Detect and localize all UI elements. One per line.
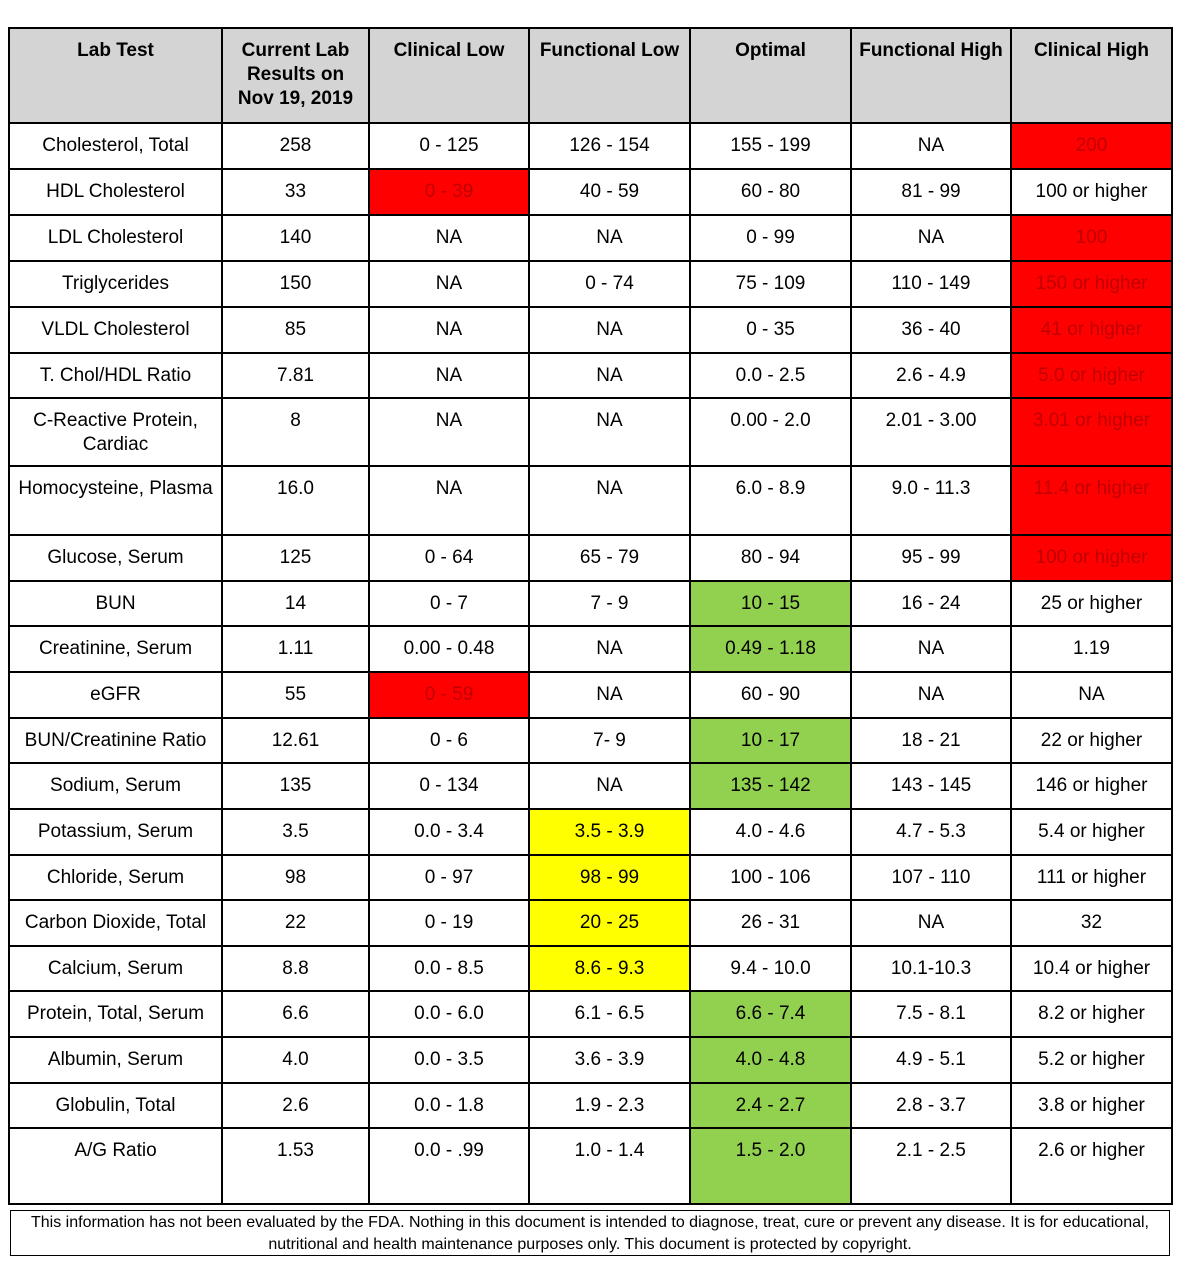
- functional-low-cell: 126 - 154: [529, 123, 690, 169]
- clinical-low-cell: 0 - 64: [369, 535, 529, 581]
- functional-high-cell: 107 - 110: [851, 855, 1011, 900]
- clinical-low-cell: NA: [369, 215, 529, 261]
- functional-low-cell: 7- 9: [529, 718, 690, 763]
- functional-high-cell: 2.01 - 3.00: [851, 398, 1011, 466]
- lab-test-name-cell: Homocysteine, Plasma: [9, 466, 222, 535]
- functional-low-cell: 20 - 25: [529, 900, 690, 946]
- lab-table-body: [9, 123, 1172, 1204]
- current-result-cell: 22: [222, 900, 369, 946]
- table-row: [9, 672, 1172, 718]
- optimal-cell: 0.00 - 2.0: [690, 398, 851, 466]
- functional-low-cell: 3.5 - 3.9: [529, 809, 690, 855]
- functional-low-cell: 98 - 99: [529, 855, 690, 900]
- lab-test-name-cell: LDL Cholesterol: [9, 215, 222, 261]
- table-row: [9, 398, 1172, 466]
- current-result-cell: 85: [222, 307, 369, 353]
- header-functional-low: Functional Low: [529, 28, 690, 123]
- clinical-low-cell: 0.0 - 3.5: [369, 1037, 529, 1083]
- clinical-high-cell: 146 or higher: [1011, 763, 1172, 809]
- header-clinical-high: Clinical High: [1011, 28, 1172, 123]
- table-row: [9, 123, 1172, 169]
- header-current-results: Current Lab Results on Nov 19, 2019: [222, 28, 369, 123]
- functional-high-cell: 10.1-10.3: [851, 946, 1011, 991]
- optimal-cell: 0.0 - 2.5: [690, 353, 851, 398]
- clinical-low-cell: NA: [369, 307, 529, 353]
- lab-test-name-cell: eGFR: [9, 672, 222, 718]
- clinical-low-cell: 0 - 59: [369, 672, 529, 718]
- optimal-cell: 60 - 90: [690, 672, 851, 718]
- clinical-low-cell: NA: [369, 261, 529, 307]
- table-row: [9, 718, 1172, 763]
- functional-high-cell: 16 - 24: [851, 581, 1011, 626]
- lab-test-name-cell: Glucose, Serum: [9, 535, 222, 581]
- lab-test-name-cell: T. Chol/HDL Ratio: [9, 353, 222, 398]
- clinical-high-cell: 3.01 or higher: [1011, 398, 1172, 466]
- functional-low-cell: 40 - 59: [529, 169, 690, 215]
- functional-low-cell: NA: [529, 466, 690, 535]
- clinical-high-cell: 100: [1011, 215, 1172, 261]
- table-row: [9, 307, 1172, 353]
- table-row: [9, 900, 1172, 946]
- functional-high-cell: NA: [851, 215, 1011, 261]
- clinical-high-cell: 11.4 or higher: [1011, 466, 1172, 535]
- lab-results-table: [8, 27, 1173, 1205]
- current-result-cell: 1.11: [222, 626, 369, 672]
- functional-low-cell: 7 - 9: [529, 581, 690, 626]
- table-row: [9, 261, 1172, 307]
- optimal-cell: 0 - 35: [690, 307, 851, 353]
- fda-disclaimer: This information has not been evaluated by the FDA. Nothing in this document is intended to diagnose, treat, cure or prevent any disease. It is for educational, nutritional and health maintenance purposes only. This document is protected by copyright.: [10, 1210, 1170, 1256]
- clinical-low-cell: 0 - 125: [369, 123, 529, 169]
- optimal-cell: 4.0 - 4.8: [690, 1037, 851, 1083]
- functional-high-cell: 95 - 99: [851, 535, 1011, 581]
- functional-low-cell: 6.1 - 6.5: [529, 991, 690, 1037]
- functional-high-cell: 143 - 145: [851, 763, 1011, 809]
- table-row: [9, 1083, 1172, 1128]
- current-result-cell: 4.0: [222, 1037, 369, 1083]
- lab-test-name-cell: Protein, Total, Serum: [9, 991, 222, 1037]
- lab-test-name-cell: Globulin, Total: [9, 1083, 222, 1128]
- current-result-cell: 135: [222, 763, 369, 809]
- clinical-high-cell: 32: [1011, 900, 1172, 946]
- table-row: [9, 1037, 1172, 1083]
- functional-high-cell: NA: [851, 123, 1011, 169]
- functional-high-cell: 4.9 - 5.1: [851, 1037, 1011, 1083]
- functional-high-cell: 2.6 - 4.9: [851, 353, 1011, 398]
- optimal-cell: 135 - 142: [690, 763, 851, 809]
- clinical-low-cell: 0 - 19: [369, 900, 529, 946]
- functional-high-cell: 18 - 21: [851, 718, 1011, 763]
- clinical-high-cell: 100 or higher: [1011, 535, 1172, 581]
- clinical-high-cell: 111 or higher: [1011, 855, 1172, 900]
- functional-high-cell: 36 - 40: [851, 307, 1011, 353]
- current-result-cell: 8: [222, 398, 369, 466]
- clinical-low-cell: 0.0 - 3.4: [369, 809, 529, 855]
- functional-high-cell: 81 - 99: [851, 169, 1011, 215]
- functional-low-cell: NA: [529, 398, 690, 466]
- current-result-cell: 3.5: [222, 809, 369, 855]
- optimal-cell: 100 - 106: [690, 855, 851, 900]
- lab-test-name-cell: Cholesterol, Total: [9, 123, 222, 169]
- clinical-low-cell: NA: [369, 353, 529, 398]
- clinical-high-cell: NA: [1011, 672, 1172, 718]
- clinical-low-cell: 0 - 134: [369, 763, 529, 809]
- optimal-cell: 4.0 - 4.6: [690, 809, 851, 855]
- table-row: [9, 626, 1172, 672]
- clinical-low-cell: 0 - 97: [369, 855, 529, 900]
- functional-high-cell: 9.0 - 11.3: [851, 466, 1011, 535]
- lab-test-name-cell: Carbon Dioxide, Total: [9, 900, 222, 946]
- current-result-cell: 7.81: [222, 353, 369, 398]
- clinical-high-cell: 22 or higher: [1011, 718, 1172, 763]
- table-row: [9, 855, 1172, 900]
- table-row: [9, 535, 1172, 581]
- table-row: [9, 581, 1172, 626]
- current-result-cell: 8.8: [222, 946, 369, 991]
- optimal-cell: 10 - 15: [690, 581, 851, 626]
- optimal-cell: 155 - 199: [690, 123, 851, 169]
- clinical-low-cell: 0.0 - .99: [369, 1128, 529, 1204]
- table-row: [9, 215, 1172, 261]
- header-lab-test: Lab Test: [9, 28, 222, 123]
- optimal-cell: 0.49 - 1.18: [690, 626, 851, 672]
- lab-test-name-cell: HDL Cholesterol: [9, 169, 222, 215]
- clinical-high-cell: 2.6 or higher: [1011, 1128, 1172, 1204]
- optimal-cell: 6.6 - 7.4: [690, 991, 851, 1037]
- optimal-cell: 2.4 - 2.7: [690, 1083, 851, 1128]
- functional-low-cell: NA: [529, 353, 690, 398]
- clinical-high-cell: 5.2 or higher: [1011, 1037, 1172, 1083]
- lab-test-name-cell: Potassium, Serum: [9, 809, 222, 855]
- clinical-high-cell: 200: [1011, 123, 1172, 169]
- functional-low-cell: NA: [529, 215, 690, 261]
- header-row: [9, 28, 1172, 123]
- current-result-cell: 98: [222, 855, 369, 900]
- table-row: [9, 169, 1172, 215]
- current-result-cell: 2.6: [222, 1083, 369, 1128]
- current-result-cell: 12.61: [222, 718, 369, 763]
- clinical-high-cell: 3.8 or higher: [1011, 1083, 1172, 1128]
- functional-low-cell: 65 - 79: [529, 535, 690, 581]
- clinical-low-cell: 0 - 6: [369, 718, 529, 763]
- current-result-cell: 6.6: [222, 991, 369, 1037]
- optimal-cell: 1.5 - 2.0: [690, 1128, 851, 1204]
- functional-low-cell: NA: [529, 307, 690, 353]
- clinical-high-cell: 1.19: [1011, 626, 1172, 672]
- clinical-low-cell: 0.0 - 6.0: [369, 991, 529, 1037]
- current-result-cell: 55: [222, 672, 369, 718]
- clinical-high-cell: 8.2 or higher: [1011, 991, 1172, 1037]
- functional-high-cell: NA: [851, 900, 1011, 946]
- clinical-high-cell: 150 or higher: [1011, 261, 1172, 307]
- current-result-cell: 1.53: [222, 1128, 369, 1204]
- functional-high-cell: 2.1 - 2.5: [851, 1128, 1011, 1204]
- header-functional-high: Functional High: [851, 28, 1011, 123]
- lab-test-name-cell: Albumin, Serum: [9, 1037, 222, 1083]
- table-row: [9, 946, 1172, 991]
- lab-test-name-cell: BUN: [9, 581, 222, 626]
- clinical-high-cell: 25 or higher: [1011, 581, 1172, 626]
- functional-low-cell: 0 - 74: [529, 261, 690, 307]
- table-row: [9, 763, 1172, 809]
- clinical-high-cell: 10.4 or higher: [1011, 946, 1172, 991]
- clinical-low-cell: 0 - 7: [369, 581, 529, 626]
- current-result-cell: 150: [222, 261, 369, 307]
- optimal-cell: 80 - 94: [690, 535, 851, 581]
- optimal-cell: 6.0 - 8.9: [690, 466, 851, 535]
- functional-high-cell: NA: [851, 672, 1011, 718]
- optimal-cell: 0 - 99: [690, 215, 851, 261]
- table-row: [9, 991, 1172, 1037]
- clinical-high-cell: 5.0 or higher: [1011, 353, 1172, 398]
- clinical-low-cell: 0 - 39: [369, 169, 529, 215]
- header-clinical-low: Clinical Low: [369, 28, 529, 123]
- optimal-cell: 9.4 - 10.0: [690, 946, 851, 991]
- current-result-cell: 14: [222, 581, 369, 626]
- clinical-low-cell: NA: [369, 466, 529, 535]
- functional-high-cell: 2.8 - 3.7: [851, 1083, 1011, 1128]
- clinical-high-cell: 100 or higher: [1011, 169, 1172, 215]
- functional-low-cell: 1.0 - 1.4: [529, 1128, 690, 1204]
- optimal-cell: 26 - 31: [690, 900, 851, 946]
- lab-test-name-cell: BUN/Creatinine Ratio: [9, 718, 222, 763]
- functional-low-cell: NA: [529, 763, 690, 809]
- lab-test-name-cell: VLDL Cholesterol: [9, 307, 222, 353]
- clinical-high-cell: 5.4 or higher: [1011, 809, 1172, 855]
- table-row: [9, 1128, 1172, 1204]
- table-row: [9, 809, 1172, 855]
- lab-test-name-cell: Sodium, Serum: [9, 763, 222, 809]
- functional-high-cell: NA: [851, 626, 1011, 672]
- functional-low-cell: NA: [529, 626, 690, 672]
- functional-high-cell: 110 - 149: [851, 261, 1011, 307]
- lab-test-name-cell: Triglycerides: [9, 261, 222, 307]
- lab-test-name-cell: Chloride, Serum: [9, 855, 222, 900]
- optimal-cell: 10 - 17: [690, 718, 851, 763]
- table-row: [9, 466, 1172, 535]
- lab-test-name-cell: Creatinine, Serum: [9, 626, 222, 672]
- functional-high-cell: 7.5 - 8.1: [851, 991, 1011, 1037]
- lab-test-name-cell: Calcium, Serum: [9, 946, 222, 991]
- clinical-low-cell: NA: [369, 398, 529, 466]
- functional-low-cell: 3.6 - 3.9: [529, 1037, 690, 1083]
- optimal-cell: 75 - 109: [690, 261, 851, 307]
- clinical-high-cell: 41 or higher: [1011, 307, 1172, 353]
- functional-high-cell: 4.7 - 5.3: [851, 809, 1011, 855]
- clinical-low-cell: 0.00 - 0.48: [369, 626, 529, 672]
- lab-test-name-cell: A/G Ratio: [9, 1128, 222, 1204]
- current-result-cell: 140: [222, 215, 369, 261]
- current-result-cell: 33: [222, 169, 369, 215]
- functional-low-cell: 8.6 - 9.3: [529, 946, 690, 991]
- table-row: [9, 353, 1172, 398]
- current-result-cell: 125: [222, 535, 369, 581]
- functional-low-cell: 1.9 - 2.3: [529, 1083, 690, 1128]
- lab-test-name-cell: C-Reactive Protein, Cardiac: [9, 398, 222, 466]
- current-result-cell: 16.0: [222, 466, 369, 535]
- optimal-cell: 60 - 80: [690, 169, 851, 215]
- clinical-low-cell: 0.0 - 1.8: [369, 1083, 529, 1128]
- current-result-cell: 258: [222, 123, 369, 169]
- clinical-low-cell: 0.0 - 8.5: [369, 946, 529, 991]
- functional-low-cell: NA: [529, 672, 690, 718]
- header-optimal: Optimal: [690, 28, 851, 123]
